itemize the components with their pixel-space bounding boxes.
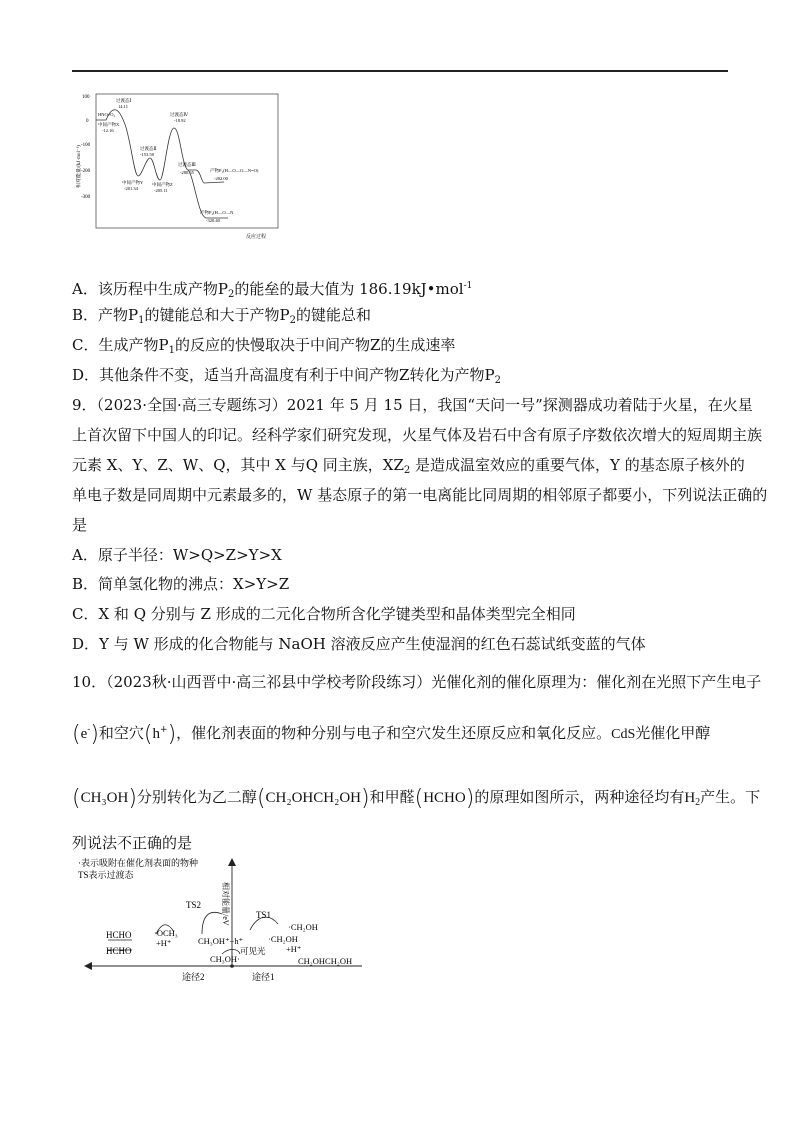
y-tick-minus100: -100 [81,143,91,148]
state-value-ts2: -153.58 [140,152,154,157]
q10-stem-line-2: (e-)和空穴(h+)，催化剂表面的物种分别与电子和空穴发生还原反应和氧化反应。CdS光催化甲醇 [72,722,711,747]
state-value-z: -205.11 [154,188,168,193]
state-label-ts2: 过渡态Ⅱ [140,146,157,151]
y-tick-minus200: -200 [81,169,91,174]
q10-stem-line-4: 列说法不正确的是 [72,834,193,852]
state-value-ts1: 14.11 [118,104,128,109]
state-value-ts3: -280.35 [180,170,194,175]
mech-ch3oh-bottom: CH₃OH· [210,954,240,964]
mech-ts1-label: TS1 [256,910,272,920]
mech-path1-label: 途径1 [252,972,275,982]
mech-path2-label: 途径2 [182,972,205,982]
q10-stem-line-1: 10．（2023秋·山西晋中·高三祁县中学校考阶段练习）光催化剂的催化原理为：催化剂在光照下产生电子 [72,673,762,691]
q8-option-a: A．该历程中生成产物$P_2$的能垒的最大值为 186.19kJ•mol$^{-1}$ [72,280,473,300]
q9-stem-line-4: 单电子数是同周期中元素最多的，W 基态原子的第一电离能比同周期的相邻原子都要小，下列说法正确的 [72,486,768,504]
q9-stem-line-3: 元素 X、Y、Z、W、Q，其中 X 与Q 同主族，$XZ_2$ 是造成温室效应的重要气体，Y 的基态原子核外的 [72,456,745,476]
mech-ch2oh-mid: ·CH₂OH [268,934,298,944]
mech-origin-dot [230,964,234,968]
mech-ts2-curve [202,912,222,934]
mech-y-axis-label: 相对能量/eV [221,882,230,926]
state-label-p1: 产物P₁(H—O—O—N=O) [210,168,259,173]
q9-stem-line-1: 9．（2023·全国·高三专题练习）2021 年 5 月 15 日，我国“天问一号”探测器成功着陆于火星，在火星 [72,396,753,414]
state-value-p2: -320.40 [206,218,220,223]
y-tick-minus300: -300 [81,195,91,200]
q8-option-b: B．产物$P_1$的键能总和大于产物$P_2$的键能总和 [72,306,371,326]
mech-h-plus-right: +H⁺ [286,944,302,954]
mech-hcho-1: HCHO [106,930,132,940]
state-label-x: 中间产物X [98,122,120,127]
mech-legend-line-2: TS表示过渡态 [78,870,134,880]
q10-stem-line-3: (CH₃OH)分别转化为乙二醇(CH₂OHCH₂OH)和甲醛(HCHO)的原理如图所示，两种途径均有$H_2$产生。下 [72,786,761,811]
mech-ch3oh-h: CH₃OH⁺−h⁺ [198,936,244,946]
q9-stem-line-2: 上首次留下中国人的印记。经科学家们研究发现，火星气体及岩石中含有原子序数依次增大的短周期主族 [72,426,763,444]
header-rule [72,70,728,72]
state-value-p1: -202.00 [214,176,228,181]
q8-option-c: C．生成产物$P_1$的反应的快慢取决于中间产物Z的生成速率 [72,336,456,356]
mech-och3: ·OCH₃ [154,928,178,938]
state-label-p2: 产物P₂(H—O—N [200,210,234,215]
state-label-ts4: 过渡态Ⅳ [170,112,188,117]
mech-x-axis-arrow [84,962,92,970]
q9-stem-line-5: 是 [72,516,88,534]
q9-option-a: A．原子半径：W>Q>Z>Y>X [72,546,282,564]
q9-option-b: B．简单氢化物的沸点：X>Y>Z [72,575,290,593]
q8-option-d: D．其他条件不变，适当升高温度有利于中间产物Z转化为产物$P_2$ [72,366,501,386]
state-value-y: -201.34 [124,186,138,191]
q9-option-d: D．Y 与 W 形成的化合物能与 NaOH 溶液反应产生使湿润的红色石蕊试纸变蓝的气体 [72,635,646,653]
state-value-ts4: -18.92 [174,118,186,123]
y-tick-0: 0 [86,119,89,124]
mechanism-figure [72,858,372,986]
energy-y-axis-label: 相对能量/(kJ·mol⁻¹) [77,145,82,188]
state-label-y: 中间产物Y [122,180,144,185]
state-label-ts3: 过渡态Ⅲ [178,162,196,167]
mech-legend-line-1: ·表示吸附在催化剂表面的物种 [78,858,198,868]
y-tick-100: 100 [82,95,90,100]
state-label-0: HNO+O₂ [98,112,116,117]
mech-visible-light: 可见光 [240,946,266,956]
mech-ch2oh-top: ·CH₂OH [288,922,318,932]
mech-ts2-label: TS2 [186,900,202,910]
state-label-z: 中间产物Z [152,182,173,187]
energy-profile-figure [76,88,286,248]
mech-product: CH₂OHCH₂OH [298,956,353,966]
energy-x-axis-label: 反应过程 [246,235,267,240]
state-label-ts1: 过渡态Ⅰ [116,98,132,103]
q9-option-c: C．X 和 Q 分别与 Z 形成的二元化合物所含化学键类型和晶体类型完全相同 [72,605,576,623]
mech-y-axis-arrow [228,858,236,866]
mech-h-plus-left: +H⁺ [156,938,172,948]
state-value-x: -12.16 [102,128,114,133]
mech-hcho-2: HCHO [106,946,132,956]
